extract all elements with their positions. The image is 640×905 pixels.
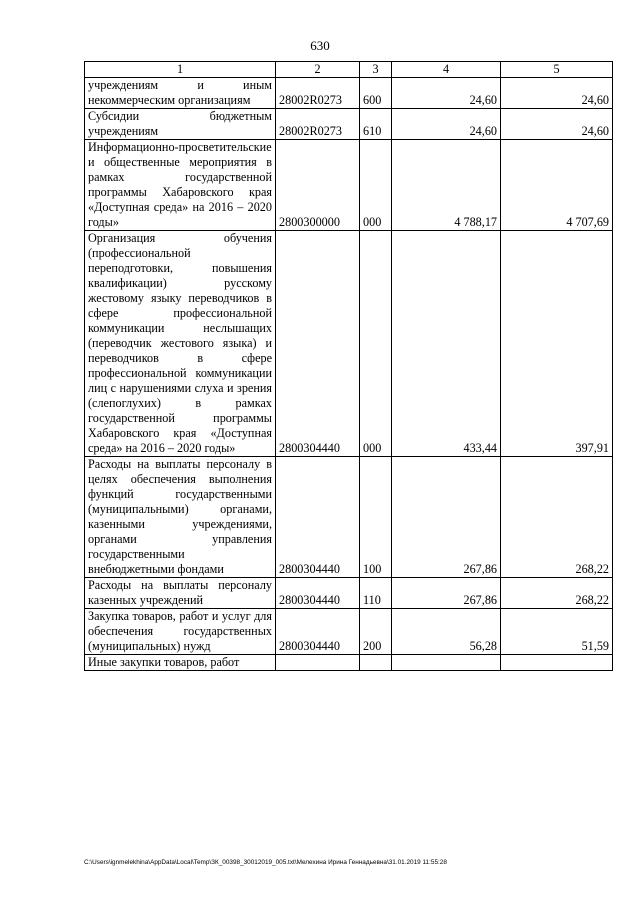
row-target-code: 2800300000 [276, 140, 360, 231]
table-row [85, 140, 613, 231]
column-header-1: 1 [85, 62, 276, 78]
row-value-col4 [392, 655, 501, 671]
table-row [85, 578, 613, 609]
row-value-col5: 268,22 [501, 578, 613, 609]
page-number: 630 [310, 38, 330, 53]
row-expense-type: 600 [360, 78, 392, 109]
row-target-code: 28002R0273 [276, 109, 360, 140]
table-row [85, 457, 613, 578]
row-expense-type: 610 [360, 109, 392, 140]
row-name: Расходы на выплаты персоналу казенных учреждений [85, 578, 276, 609]
row-target-code: 2800304440 [276, 609, 360, 655]
row-name: учреждениям и иным некоммерческим организациям [85, 78, 276, 109]
row-name: Иные закупки товаров, работ [85, 655, 276, 671]
row-value-col4: 24,60 [392, 78, 501, 109]
file-path-footer: C:\Users\ignmelekhina\AppData\Local\Temp\ЗК_00398_30012019_005.txt\Мелехина Ирина Геннадьевна\31.01.2019 11:55:28 [84, 859, 447, 866]
column-header-3: 3 [360, 62, 392, 78]
row-value-col5: 51,59 [501, 609, 613, 655]
table-header-row [85, 62, 613, 78]
row-expense-type: 100 [360, 457, 392, 578]
row-expense-type: 110 [360, 578, 392, 609]
row-value-col5: 397,91 [501, 231, 613, 457]
row-expense-type: 200 [360, 609, 392, 655]
table-row [85, 109, 613, 140]
table-row [85, 655, 613, 671]
row-name: Субсидии бюджетным учреждениям [85, 109, 276, 140]
column-header-5: 5 [501, 62, 613, 78]
row-target-code: 2800304440 [276, 231, 360, 457]
budget-table [84, 61, 613, 671]
row-value-col4: 267,86 [392, 457, 501, 578]
table-row [85, 609, 613, 655]
row-name: Расходы на выплаты персоналу в целях обеспечения выполнения функций государственными (муниципальными) органами, казенными учреждениями, органами управления государственными внебюджетными фондами [85, 457, 276, 578]
row-name: Организация обучения (профессиональной переподготовки, повышения квалификации) русскому жестовому языку переводчиков в сфере профессиональной коммуникации неслышащих (переводчик жестового языка) и переводчиков в сфере профессиональной коммуникации лиц с нарушениями слуха и зрения (слепоглухих) в рамках государственной программы Хабаровского края «Доступная среда» на 2016 – 2020 годы» [85, 231, 276, 457]
row-target-code: 2800304440 [276, 457, 360, 578]
row-value-col5 [501, 655, 613, 671]
row-value-col4: 56,28 [392, 609, 501, 655]
row-target-code: 28002R0273 [276, 78, 360, 109]
row-expense-type: 000 [360, 140, 392, 231]
row-value-col4: 4 788,17 [392, 140, 501, 231]
row-value-col4: 24,60 [392, 109, 501, 140]
row-value-col5: 24,60 [501, 78, 613, 109]
row-target-code [276, 655, 360, 671]
row-target-code: 2800304440 [276, 578, 360, 609]
table-row [85, 231, 613, 457]
row-expense-type: 000 [360, 231, 392, 457]
column-header-2: 2 [276, 62, 360, 78]
row-name: Информационно-просветительские и общественные мероприятия в рамках государственной программы Хабаровского края «Доступная среда» на 2016 – 2020 годы» [85, 140, 276, 231]
column-header-4: 4 [392, 62, 501, 78]
row-value-col4: 433,44 [392, 231, 501, 457]
row-name: Закупка товаров, работ и услуг для обеспечения государственных (муниципальных) нужд [85, 609, 276, 655]
row-value-col4: 267,86 [392, 578, 501, 609]
row-expense-type [360, 655, 392, 671]
table-row [85, 78, 613, 109]
row-value-col5: 268,22 [501, 457, 613, 578]
row-value-col5: 4 707,69 [501, 140, 613, 231]
row-value-col5: 24,60 [501, 109, 613, 140]
